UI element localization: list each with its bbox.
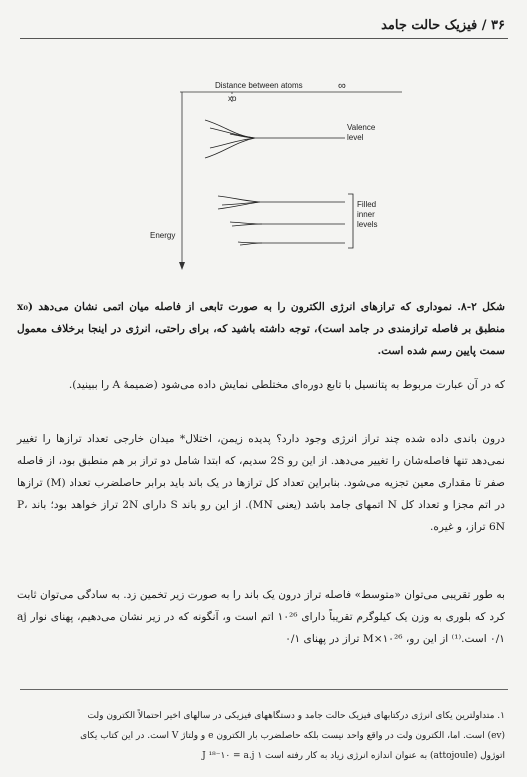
filled-label-line3: levels: [357, 220, 378, 229]
footnote-rule: [20, 689, 508, 690]
figure-caption: شکل ۲-۸. نمودارى که ترازهای انرژی الکترون را به صورت تابعی از فاصله میان اتمی نشان می‌دهد (x₀ منطبق بر فاصله ترازمندی در جامد است)، توجه داشته باشید که، برای راحتی، انرژی در اینجا برخلاف معمول سمت پایین رسم شده است.: [17, 301, 505, 357]
filled-label-line1: Filled: [357, 200, 377, 209]
running-header: ۳۶ / فیزیک حالت جامد: [381, 18, 505, 33]
x0-label: xo: [228, 94, 237, 103]
distance-axis-label: Distance between atoms: [215, 81, 303, 90]
energy-level-diagram: [140, 76, 410, 276]
infinity-label: ∞: [338, 80, 346, 92]
energy-label: Energy: [150, 231, 176, 240]
footnote-line-2: (ev) است. اما، الکترون ولت در واقع واحد نیست بلکه حاصلضرب بار الکترون e و ولتاژ V است. در این کتاب یکای: [80, 731, 505, 741]
paragraph-3: به طور تقریبی می‌توان «متوسط» فاصله تراز درون یک باند را به صورت زیر تخمین زد. به سادگی می‌توان ثابت کرد که بلوری به وزن یک کیلوگرم تقریباً دارای ۱۰²⁶ اتم است و، آنگونه که در زیر نشان می‌دهیم، پهنای نوار aj ۰/۱ است.⁽¹⁾ از این رو، M×۱۰²⁶ تراز در پهنای ۰/۱: [17, 589, 506, 645]
valence-label-line1: Valence: [347, 123, 376, 132]
paragraph-2: درون باندی داده شده چند تراز انرژی وجود دارد؟ پدیده زیمن، اختلال* میدان خارجی تعداد ترازها را تغییر نمی‌دهد تنها فاصله‌شان را تغییر می‌دهد. از این رو 2S سدیم، که ابتدا شامل دو تراز بر هم منطبق بود، از فاصله صفر تا مقداری معین تجزیه می‌شود. بنابراین تعداد کل ترازها در یک باند باید برابر حاصلضرب تعداد (M) ترازها در اتم مجزا و تعداد کل N اتمهای جامد باشد (یعنی MN). از این رو باند S دارای 2N تراز خواهد بود؛ باند P، 6N تراز، و غیره.: [17, 433, 506, 533]
filled-label-line2: inner: [357, 210, 375, 219]
energy-axis-arrow: [179, 262, 185, 270]
valence-label-line2: level: [347, 133, 364, 142]
footnote-line-1: ۱. متداولترین یکای انرژی درکتابهای فیزیک حالت جامد و دستگاههای فیزیکی در سالهای اخیر احتمالاً الکترون ولت: [87, 711, 505, 721]
paragraph-1: که در آن عبارت مربوط به پتانسیل با تابع دوره‌ای مختلطی نمایش داده می‌شود (ضمیمهٔ A را ببینید).: [68, 379, 505, 391]
filled-levels-bracket: [348, 194, 353, 248]
footnote-line-3: اتوژول (attojoule) به عنوان اندازه انرژی زیاد به کار رفته است J ¹⁸⁻۱۰ = a.j ۱: [202, 751, 505, 761]
header-rule: [20, 38, 508, 39]
